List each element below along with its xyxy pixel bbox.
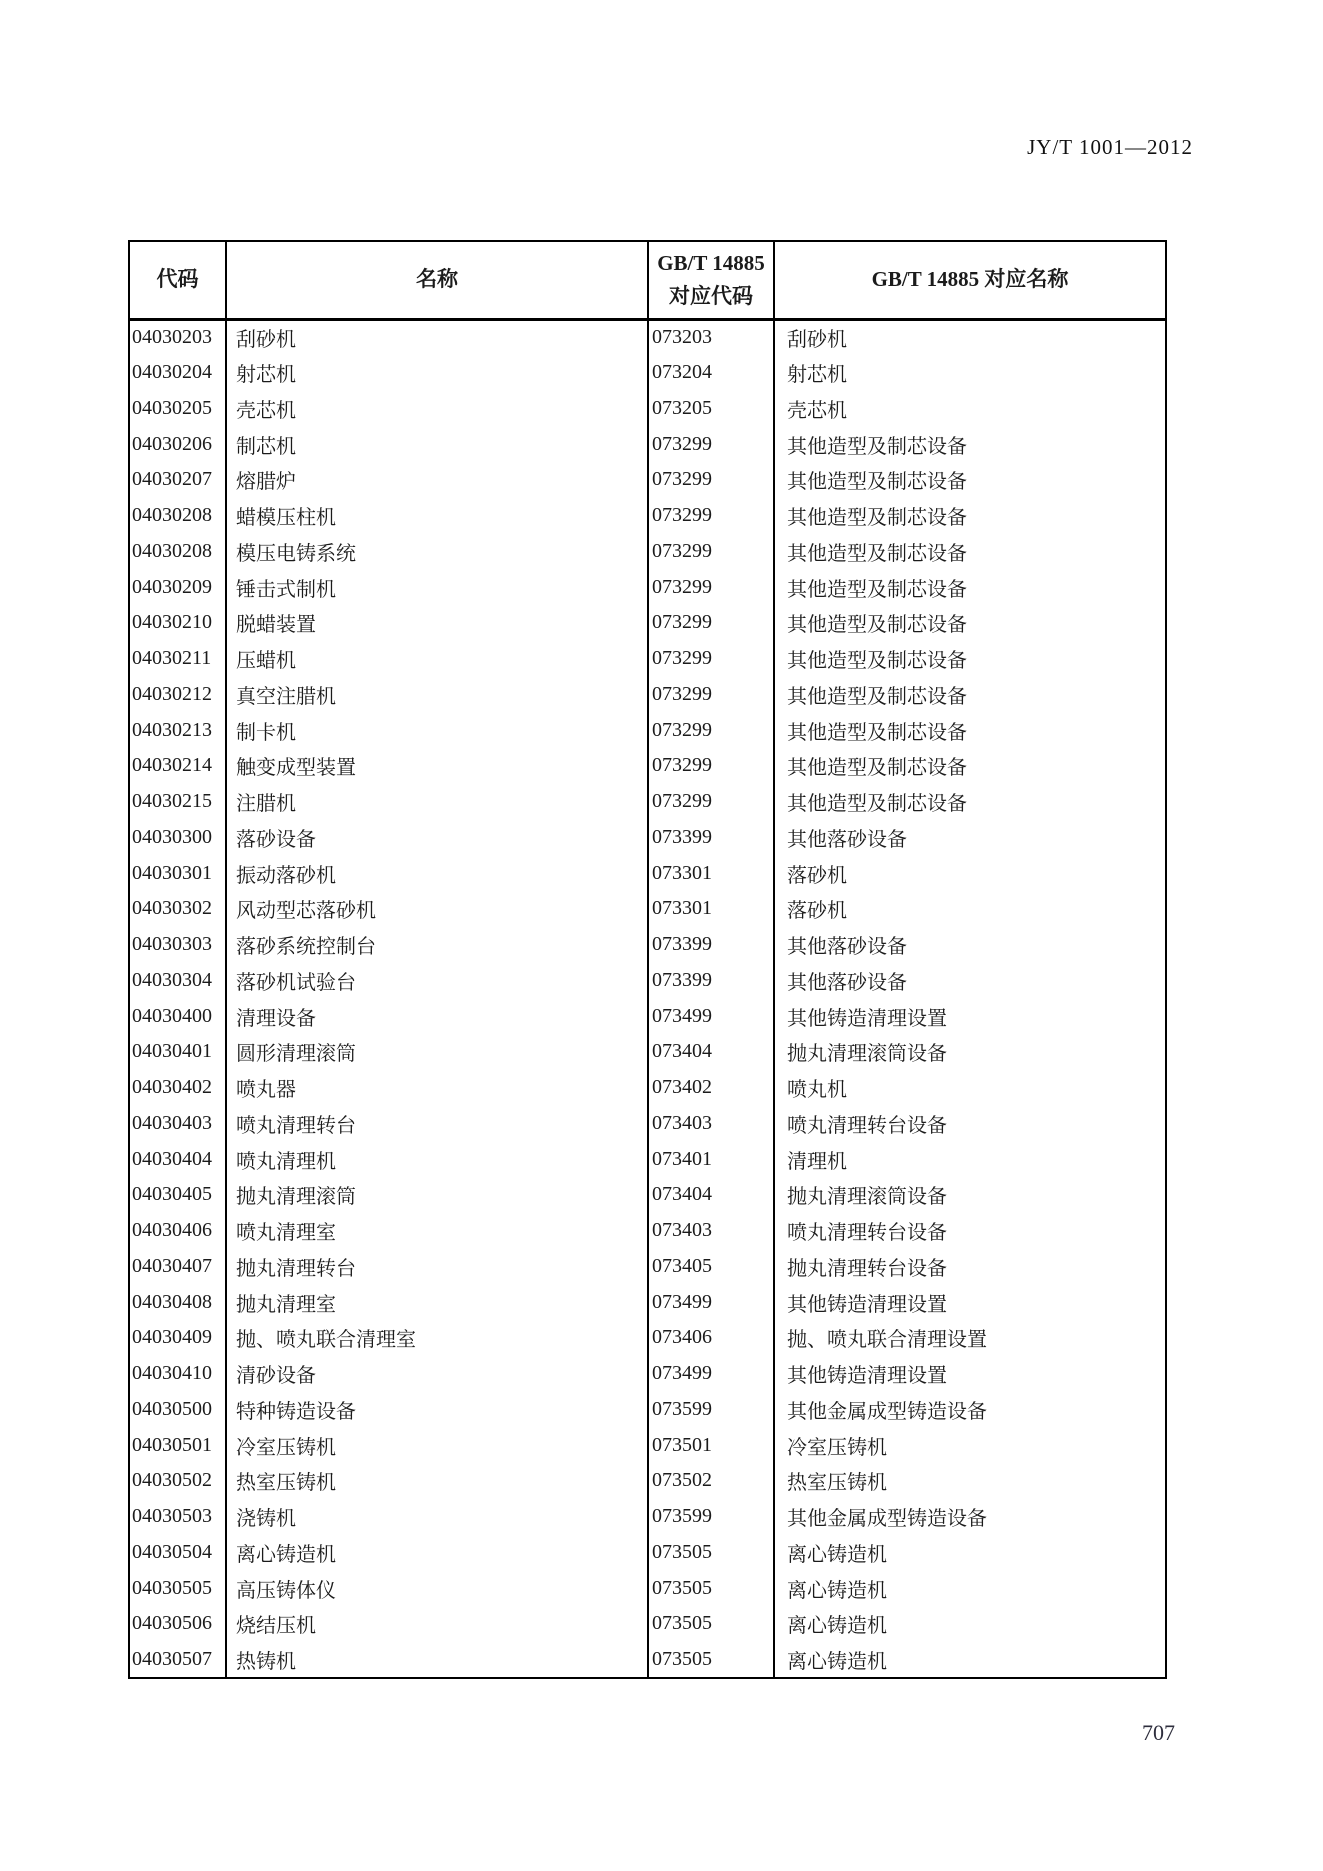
cell-gbt-name: 抛丸清理滚筒设备 — [787, 1043, 947, 1066]
cell-code: 04030304 — [129, 963, 226, 999]
cell-gbt-code: 073505 — [648, 1570, 774, 1606]
cell-code: 04030212 — [129, 677, 226, 713]
code-mapping-table — [128, 240, 1167, 1679]
cell-code: 04030505 — [129, 1570, 226, 1606]
cell-gbt-code: 073502 — [648, 1463, 774, 1499]
cell-name: 特种铸造设备 — [226, 1392, 648, 1428]
cell-gbt-name: 喷丸清理转台设备 — [787, 1114, 947, 1137]
cell-gbt-name: 离心铸造机 — [787, 1615, 887, 1638]
cell-name: 清理设备 — [226, 998, 648, 1034]
cell-gbt-name: 喷丸机 — [787, 1079, 847, 1102]
table-row — [129, 998, 1166, 1034]
cell-gbt-name: 壳芯机 — [787, 399, 847, 422]
cell-code: 04030302 — [129, 891, 226, 927]
cell-code: 04030303 — [129, 927, 226, 963]
cell-code: 04030404 — [129, 1141, 226, 1177]
table-row — [129, 1034, 1166, 1070]
cell-code: 04030506 — [129, 1606, 226, 1642]
cell-code: 04030203 — [129, 319, 226, 355]
cell-name: 喷丸清理机 — [226, 1141, 648, 1177]
cell-gbt-name: 其他造型及制芯设备 — [787, 757, 967, 780]
cell-name: 落砂机试验台 — [226, 963, 648, 999]
cell-name: 脱蜡装置 — [226, 605, 648, 641]
cell-name: 刮砂机 — [226, 319, 648, 355]
cell-gbt-code: 073399 — [648, 963, 774, 999]
cell-code: 04030504 — [129, 1535, 226, 1571]
cell-code: 04030503 — [129, 1499, 226, 1535]
cell-gbt-name: 其他造型及制芯设备 — [787, 471, 967, 494]
cell-name: 风动型芯落砂机 — [226, 891, 648, 927]
cell-gbt-code: 073499 — [648, 1356, 774, 1392]
header-gbt-code-line1: GB/T 14885 — [657, 251, 765, 276]
table-row — [129, 1606, 1166, 1642]
cell-gbt-code: 073505 — [648, 1606, 774, 1642]
cell-gbt-code: 073299 — [648, 498, 774, 534]
table-row — [129, 1177, 1166, 1213]
cell-gbt-code: 073299 — [648, 534, 774, 570]
cell-code: 04030502 — [129, 1463, 226, 1499]
cell-gbt-code: 073402 — [648, 1070, 774, 1106]
cell-code: 04030507 — [129, 1642, 226, 1678]
table-row — [129, 1499, 1166, 1535]
cell-code: 04030301 — [129, 855, 226, 891]
table-row — [129, 1642, 1166, 1678]
cell-gbt-name: 冷室压铸机 — [787, 1436, 887, 1459]
cell-name: 振动落砂机 — [226, 855, 648, 891]
cell-gbt-code: 073203 — [648, 319, 774, 355]
cell-code: 04030213 — [129, 712, 226, 748]
cell-gbt-code: 073405 — [648, 1249, 774, 1285]
cell-name: 压蜡机 — [226, 641, 648, 677]
cell-gbt-name: 热室压铸机 — [787, 1472, 887, 1495]
cell-gbt-name: 其他造型及制芯设备 — [787, 721, 967, 744]
table-row — [129, 426, 1166, 462]
cell-name: 抛丸清理滚筒 — [226, 1177, 648, 1213]
table-row — [129, 1392, 1166, 1428]
cell-gbt-code: 073299 — [648, 569, 774, 605]
cell-name: 落砂设备 — [226, 820, 648, 856]
table-row — [129, 891, 1166, 927]
cell-name: 热铸机 — [226, 1642, 648, 1678]
cell-gbt-code: 073401 — [648, 1141, 774, 1177]
cell-gbt-code: 073299 — [648, 748, 774, 784]
cell-gbt-code: 073499 — [648, 998, 774, 1034]
cell-code: 04030401 — [129, 1034, 226, 1070]
cell-code: 04030208 — [129, 498, 226, 534]
cell-code: 04030204 — [129, 355, 226, 391]
table-row — [129, 569, 1166, 605]
table-row — [129, 391, 1166, 427]
cell-code: 04030403 — [129, 1106, 226, 1142]
header-gbt-code-line2: 对应代码 — [669, 283, 753, 308]
cell-code: 04030409 — [129, 1320, 226, 1356]
cell-gbt-code: 073299 — [648, 605, 774, 641]
cell-name: 喷丸清理转台 — [226, 1106, 648, 1142]
cell-code: 04030207 — [129, 462, 226, 498]
table-row — [129, 498, 1166, 534]
cell-gbt-name: 喷丸清理转台设备 — [787, 1222, 947, 1245]
table-row — [129, 1320, 1166, 1356]
cell-gbt-name: 抛丸清理转台设备 — [787, 1257, 947, 1280]
cell-gbt-name: 离心铸造机 — [787, 1650, 887, 1673]
cell-code: 04030209 — [129, 569, 226, 605]
table-row — [129, 855, 1166, 891]
cell-gbt-code: 073404 — [648, 1177, 774, 1213]
table-row — [129, 784, 1166, 820]
cell-gbt-name: 清理机 — [787, 1150, 847, 1173]
cell-gbt-code: 073505 — [648, 1535, 774, 1571]
table-header — [129, 241, 1166, 319]
table-row — [129, 319, 1166, 355]
cell-name: 制芯机 — [226, 426, 648, 462]
table-row — [129, 1070, 1166, 1106]
cell-code: 04030407 — [129, 1249, 226, 1285]
cell-name: 喷丸清理室 — [226, 1213, 648, 1249]
header-code-label: 代码 — [156, 267, 199, 292]
cell-name: 模压电铸系统 — [226, 534, 648, 570]
cell-code: 04030402 — [129, 1070, 226, 1106]
cell-code: 04030211 — [129, 641, 226, 677]
cell-gbt-name: 离心铸造机 — [787, 1543, 887, 1566]
cell-name: 烧结压机 — [226, 1606, 648, 1642]
cell-code: 04030400 — [129, 998, 226, 1034]
cell-gbt-code: 073399 — [648, 927, 774, 963]
cell-gbt-code: 073499 — [648, 1284, 774, 1320]
cell-gbt-code: 073299 — [648, 677, 774, 713]
cell-code: 04030300 — [129, 820, 226, 856]
cell-name: 熔腊炉 — [226, 462, 648, 498]
cell-gbt-name: 离心铸造机 — [787, 1579, 887, 1602]
cell-code: 04030500 — [129, 1392, 226, 1428]
cell-name: 落砂系统控制台 — [226, 927, 648, 963]
cell-gbt-code: 073205 — [648, 391, 774, 427]
table-row — [129, 355, 1166, 391]
cell-gbt-name: 其他造型及制芯设备 — [787, 614, 967, 637]
cell-name: 喷丸器 — [226, 1070, 648, 1106]
cell-gbt-code: 073299 — [648, 641, 774, 677]
header-gbt-name-label: GB/T 14885 对应名称 — [871, 267, 1069, 292]
cell-name: 热室压铸机 — [226, 1463, 648, 1499]
cell-gbt-name: 其他落砂设备 — [787, 936, 907, 959]
cell-gbt-code: 073403 — [648, 1106, 774, 1142]
cell-gbt-code: 073299 — [648, 784, 774, 820]
table-row — [129, 534, 1166, 570]
cell-code: 04030214 — [129, 748, 226, 784]
table-header-row — [129, 241, 1166, 319]
cell-gbt-name: 射芯机 — [787, 364, 847, 387]
table-row — [129, 820, 1166, 856]
table-row — [129, 712, 1166, 748]
cell-gbt-code: 073301 — [648, 855, 774, 891]
cell-gbt-name: 其他造型及制芯设备 — [787, 793, 967, 816]
cell-gbt-name: 其他铸造清理设置 — [787, 1293, 947, 1316]
cell-name: 壳芯机 — [226, 391, 648, 427]
cell-gbt-name: 其他落砂设备 — [787, 828, 907, 851]
cell-name: 触变成型装置 — [226, 748, 648, 784]
table-row — [129, 1141, 1166, 1177]
table-row — [129, 462, 1166, 498]
cell-name: 抛丸清理转台 — [226, 1249, 648, 1285]
cell-gbt-code: 073599 — [648, 1499, 774, 1535]
cell-gbt-name: 其他造型及制芯设备 — [787, 650, 967, 673]
table-row — [129, 1570, 1166, 1606]
cell-gbt-name: 其他造型及制芯设备 — [787, 507, 967, 530]
cell-gbt-name: 刮砂机 — [787, 329, 847, 352]
cell-gbt-name: 落砂机 — [787, 900, 847, 923]
cell-name: 真空注腊机 — [226, 677, 648, 713]
cell-gbt-code: 073299 — [648, 712, 774, 748]
table-row — [129, 1284, 1166, 1320]
cell-gbt-code: 073204 — [648, 355, 774, 391]
cell-gbt-name: 抛、喷丸联合清理设置 — [787, 1329, 987, 1352]
table-row — [129, 641, 1166, 677]
cell-name: 制卡机 — [226, 712, 648, 748]
cell-gbt-code: 073301 — [648, 891, 774, 927]
cell-gbt-name: 其他金属成型铸造设备 — [787, 1400, 987, 1423]
table-row — [129, 1356, 1166, 1392]
cell-gbt-name: 其他落砂设备 — [787, 971, 907, 994]
header-code — [129, 241, 226, 319]
cell-code: 04030208 — [129, 534, 226, 570]
cell-gbt-name: 其他造型及制芯设备 — [787, 542, 967, 565]
cell-name: 高压铸体仪 — [226, 1570, 648, 1606]
cell-name: 抛丸清理室 — [226, 1284, 648, 1320]
cell-gbt-code: 073404 — [648, 1034, 774, 1070]
cell-gbt-name: 抛丸清理滚筒设备 — [787, 1186, 947, 1209]
cell-code: 04030410 — [129, 1356, 226, 1392]
cell-code: 04030215 — [129, 784, 226, 820]
table-row — [129, 677, 1166, 713]
cell-name: 圆形清理滚筒 — [226, 1034, 648, 1070]
header-gbt-name — [774, 241, 1166, 319]
cell-name: 清砂设备 — [226, 1356, 648, 1392]
header-name-label: 名称 — [416, 267, 458, 292]
cell-gbt-name: 其他造型及制芯设备 — [787, 435, 967, 458]
cell-name: 抛、喷丸联合清理室 — [226, 1320, 648, 1356]
page-number: 707 — [1142, 1720, 1175, 1745]
cell-gbt-code: 073505 — [648, 1642, 774, 1678]
cell-code: 04030205 — [129, 391, 226, 427]
cell-gbt-name: 其他金属成型铸造设备 — [787, 1508, 987, 1531]
header-name — [226, 241, 648, 319]
cell-gbt-code: 073399 — [648, 820, 774, 856]
table-row — [129, 1249, 1166, 1285]
cell-name: 射芯机 — [226, 355, 648, 391]
cell-gbt-name: 其他铸造清理设置 — [787, 1365, 947, 1388]
table-row — [129, 1535, 1166, 1571]
cell-code: 04030408 — [129, 1284, 226, 1320]
table-row — [129, 963, 1166, 999]
table-row — [129, 1106, 1166, 1142]
standard-number: JY/T 1001—2012 — [1027, 135, 1193, 159]
table-row — [129, 748, 1166, 784]
cell-name: 蜡模压柱机 — [226, 498, 648, 534]
cell-gbt-code: 073403 — [648, 1213, 774, 1249]
header-gbt-code — [648, 241, 774, 319]
cell-gbt-code: 073299 — [648, 462, 774, 498]
cell-code: 04030406 — [129, 1213, 226, 1249]
table-row — [129, 1463, 1166, 1499]
cell-name: 离心铸造机 — [226, 1535, 648, 1571]
cell-name: 冷室压铸机 — [226, 1427, 648, 1463]
cell-gbt-name: 其他造型及制芯设备 — [787, 578, 967, 601]
cell-gbt-code: 073501 — [648, 1427, 774, 1463]
cell-gbt-name: 其他铸造清理设置 — [787, 1007, 947, 1030]
cell-code: 04030501 — [129, 1427, 226, 1463]
cell-gbt-name: 其他造型及制芯设备 — [787, 685, 967, 708]
cell-name: 注腊机 — [226, 784, 648, 820]
table-row — [129, 927, 1166, 963]
table-row — [129, 605, 1166, 641]
cell-gbt-code: 073599 — [648, 1392, 774, 1428]
cell-gbt-code: 073406 — [648, 1320, 774, 1356]
cell-name: 锤击式制机 — [226, 569, 648, 605]
table-row — [129, 1213, 1166, 1249]
cell-name: 浇铸机 — [226, 1499, 648, 1535]
table-body — [129, 319, 1166, 1678]
table-row — [129, 1427, 1166, 1463]
cell-gbt-code: 073299 — [648, 426, 774, 462]
cell-code: 04030405 — [129, 1177, 226, 1213]
cell-code: 04030210 — [129, 605, 226, 641]
cell-code: 04030206 — [129, 426, 226, 462]
cell-gbt-name: 落砂机 — [787, 864, 847, 887]
